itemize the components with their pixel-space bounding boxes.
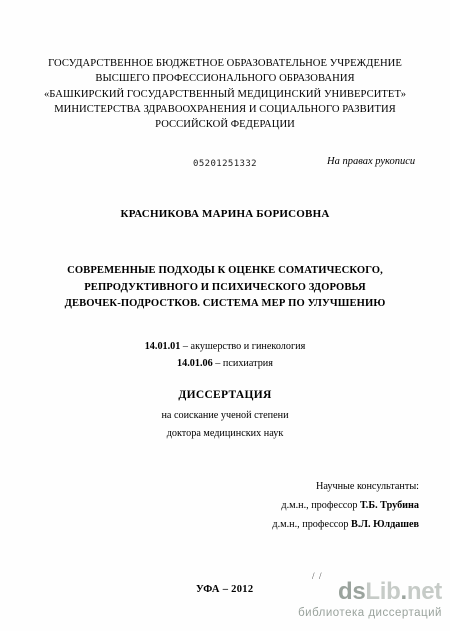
institution-line: МИНИСТЕРСТВА ЗДРАВООХРАНЕНИЯ И СОЦИАЛЬНОГО РАЗВИТИЯ (54, 103, 396, 115)
title-line: РЕПРОДУКТИВНОГО И ПСИХИЧЕСКОГО ЗДОРОВЬЯ (84, 281, 366, 293)
dslib-logo (338, 578, 442, 606)
consultant-name: В.Л. Юлдашев (351, 519, 419, 530)
handwritten-marks: / / (312, 571, 322, 581)
manuscript-note: На правах рукописи (327, 156, 416, 167)
specialty-code: 14.01.01 (144, 341, 181, 352)
author-name: КРАСНИКОВА МАРИНА БОРИСОВНА (120, 208, 330, 220)
dissertation-title (0, 263, 450, 313)
consultant-entry (272, 496, 419, 515)
degree-line: на соискание ученой степени (161, 410, 289, 421)
degree-block (0, 407, 450, 443)
registration-number: 05201251332 (193, 159, 258, 169)
specialty-line (0, 355, 450, 372)
consultant-name: Т.Б. Трубина (360, 500, 419, 511)
title-line: ДЕВОЧЕК-ПОДРОСТКОВ. СИСТЕМА МЕР ПО УЛУЧШЕНИЮ (64, 298, 386, 310)
institution-line: РОССИЙСКОЙ ФЕДЕРАЦИИ (155, 119, 295, 131)
institution-line: ВЫСШЕГО ПРОФЕССИОНАЛЬНОГО ОБРАЗОВАНИЯ (95, 73, 355, 85)
specialty-name: – акушерство и гинекология (182, 341, 306, 352)
specialty-line (0, 338, 450, 355)
dslib-watermark[interactable] (276, 578, 444, 624)
specialty-code: 14.01.06 (177, 358, 213, 369)
specialty-name: – психиатрия (215, 358, 273, 369)
consultant-entry (272, 515, 419, 534)
specialties-block (0, 338, 450, 372)
logo-net: net (406, 578, 442, 605)
institution-line: ГОСУДАРСТВЕННОЕ БЮДЖЕТНОЕ ОБРАЗОВАТЕЛЬНОЕ УЧРЕЖДЕНИЕ (48, 58, 402, 69)
consultants-heading: Научные консультанты: (316, 481, 419, 492)
city-year: УФА – 2012 (196, 584, 254, 595)
institution-block (0, 56, 450, 132)
title-line: СОВРЕМЕННЫЕ ПОДХОДЫ К ОЦЕНКЕ СОМАТИЧЕСКОГО, (67, 265, 383, 276)
document-type: ДИССЕРТАЦИЯ (178, 389, 272, 401)
institution-line: «БАШКИРСКИЙ ГОСУДАРСТВЕННЫЙ МЕДИЦИНСКИЙ УНИВЕРСИТЕТ» (43, 88, 407, 100)
logo-dot: . (400, 578, 407, 605)
logo-lib: Lib (365, 578, 401, 605)
logo-ds: ds (338, 578, 366, 605)
consultants-block (272, 477, 419, 534)
consultant-title: д.м.н., профессор (272, 519, 349, 530)
watermark-subtitle: библиотека диссертаций (298, 607, 442, 619)
consultant-title: д.м.н., профессор (281, 500, 358, 511)
degree-line: доктора медицинских наук (166, 428, 284, 439)
